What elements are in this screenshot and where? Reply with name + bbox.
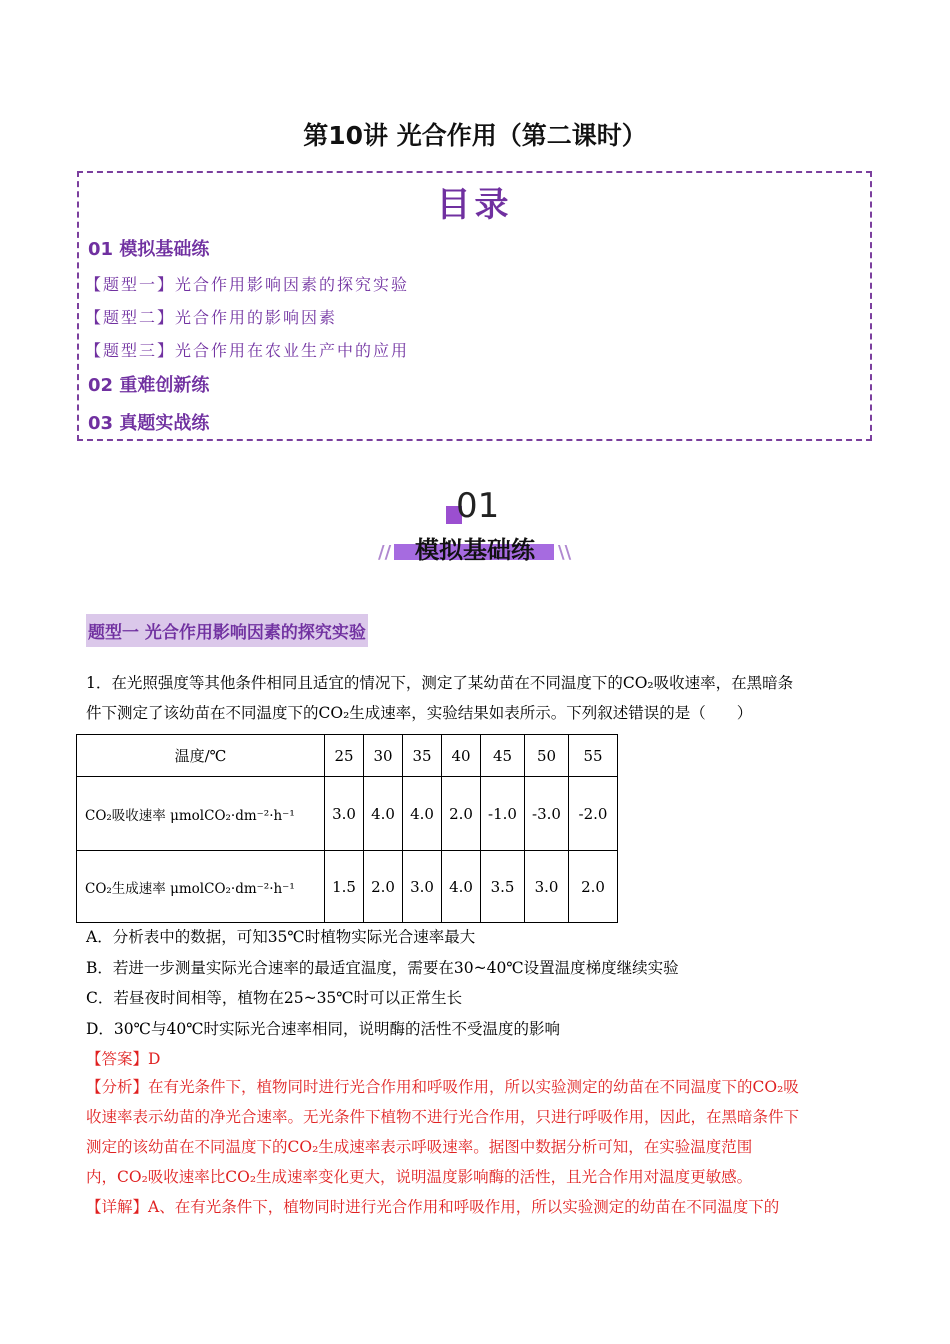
question-type-heading: 题型一 光合作用影响因素的探究实验 — [86, 614, 368, 647]
table-cell: 3.5 — [481, 851, 525, 923]
table-row-label: CO₂生成速率 μmolCO₂·dm⁻²·h⁻¹ — [77, 851, 325, 923]
toc-section-02[interactable]: 02 重难创新练 — [88, 375, 210, 396]
data-table — [76, 734, 618, 923]
toc-subsection-type3[interactable]: 【题型三】光合作用在农业生产中的应用 — [85, 341, 410, 360]
table-header-label: 温度/℃ — [77, 735, 325, 777]
table-row — [77, 777, 618, 851]
table-row-label: CO₂吸收速率 μmolCO₂·dm⁻²·h⁻¹ — [77, 777, 325, 851]
analysis-line: 测定的该幼苗在不同温度下的CO₂生成速率表示呼吸速率。据图中数据分析可知，在实验温度范围 — [86, 1138, 753, 1156]
toc-subsection-type1[interactable]: 【题型一】光合作用影响因素的探究实验 — [85, 275, 410, 294]
table-cell: 50 — [525, 735, 569, 777]
table-cell: 2.0 — [569, 851, 618, 923]
toc-subsection-type2[interactable]: 【题型二】光合作用的影响因素 — [85, 308, 338, 327]
analysis-line: 内，CO₂吸收速率比CO₂生成速率变化更大，说明温度影响酶的活性，且光合作用对温度更敏感。 — [86, 1168, 753, 1186]
table-cell: 3.0 — [525, 851, 569, 923]
analysis-line: 【分析】在有光条件下，植物同时进行光合作用和呼吸作用，所以实验测定的幼苗在不同温度下的CO₂吸 — [86, 1078, 799, 1096]
page-title: 第10讲 光合作用（第二课时） — [303, 121, 647, 150]
table-cell: 4.0 — [364, 777, 403, 851]
section-banner — [370, 486, 580, 576]
option-a: A．分析表中的数据，可知35℃时植物实际光合速率最大 — [86, 928, 476, 946]
question-stem — [86, 668, 866, 728]
table-of-contents — [77, 171, 872, 441]
table-cell: 3.0 — [403, 851, 442, 923]
analysis-line: 收速率表示幼苗的净光合速率。无光条件下植物不进行光合作用，只进行呼吸作用，因此，在黑暗条件下 — [86, 1108, 800, 1126]
table-cell: 4.0 — [442, 851, 481, 923]
analysis-paragraph — [86, 1072, 866, 1222]
toc-section-03[interactable]: 03 真题实战练 — [88, 413, 210, 434]
banner-text: 模拟基础练 — [415, 536, 535, 564]
table-cell: 1.5 — [325, 851, 364, 923]
option-d: D．30℃与40℃时实际光合速率相同，说明酶的活性不受温度的影响 — [86, 1020, 561, 1038]
banner-slash-right-icon: \\ — [558, 542, 572, 563]
table-cell: 25 — [325, 735, 364, 777]
table-cell: 30 — [364, 735, 403, 777]
answer-line: 【答案】D — [86, 1050, 161, 1068]
toc-section-01[interactable]: 01 模拟基础练 — [88, 239, 210, 260]
banner-number: 01 — [456, 486, 500, 526]
table-cell: 45 — [481, 735, 525, 777]
option-c: C．若昼夜时间相等，植物在25~35℃时可以正常生长 — [86, 989, 463, 1007]
table-cell: 2.0 — [364, 851, 403, 923]
table-cell: 55 — [569, 735, 618, 777]
table-cell: -1.0 — [481, 777, 525, 851]
question-stem-line: 件下测定了该幼苗在不同温度下的CO₂生成速率，实验结果如表所示。下列叙述错误的是（ ） — [86, 704, 753, 722]
question-stem-line: 1．在光照强度等其他条件相同且适宜的情况下，测定了某幼苗在不同温度下的CO₂吸收速率，在黑暗条 — [86, 674, 794, 692]
table-cell: 3.0 — [325, 777, 364, 851]
table-cell: 4.0 — [403, 777, 442, 851]
table-cell: 40 — [442, 735, 481, 777]
banner-slash-left-icon: // — [378, 542, 392, 563]
table-cell: 2.0 — [442, 777, 481, 851]
table-row — [77, 851, 618, 923]
toc-heading: 目录 — [436, 185, 513, 225]
table-cell: -3.0 — [525, 777, 569, 851]
detail-line: 【详解】A、在有光条件下，植物同时进行光合作用和呼吸作用，所以实验测定的幼苗在不同温度下的 — [86, 1198, 780, 1216]
table-row — [77, 735, 618, 777]
table-cell: 35 — [403, 735, 442, 777]
option-b: B．若进一步测量实际光合速率的最适宜温度，需要在30~40℃设置温度梯度继续实验 — [86, 959, 679, 977]
table-cell: -2.0 — [569, 777, 618, 851]
